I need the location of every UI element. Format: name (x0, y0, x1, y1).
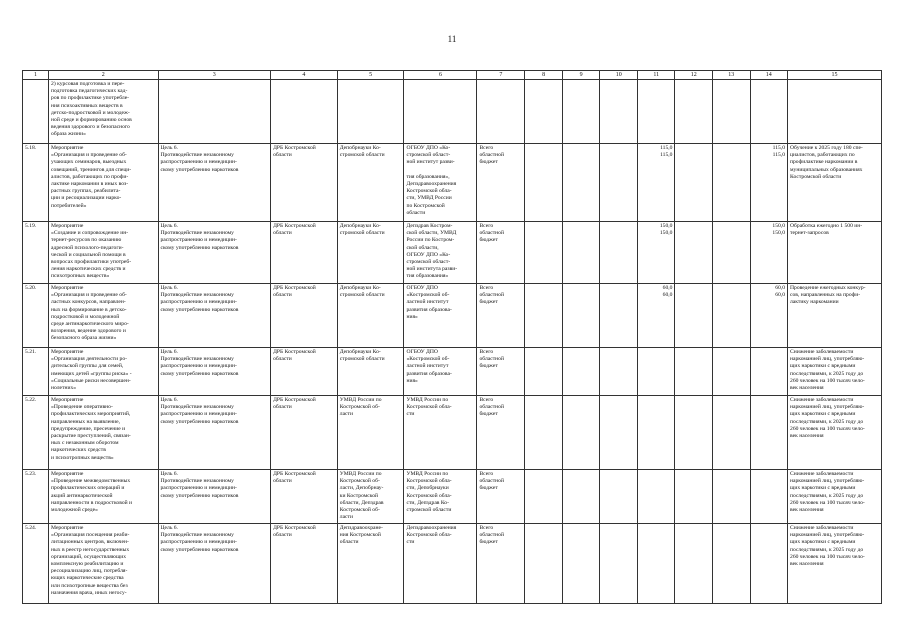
year-cell (562, 144, 600, 222)
year-cell (712, 396, 750, 470)
year-cell (600, 144, 638, 222)
total-amount-cell (750, 470, 788, 524)
row-number-cell: 5.19. (23, 222, 49, 284)
funding-source-cell-line: областной бюджет (479, 478, 504, 492)
year-cell (525, 396, 563, 470)
header-cell: 1 (23, 71, 49, 80)
funding-source-cell-line: областной бюджет (479, 356, 504, 370)
year-cell (675, 524, 713, 604)
year-cell (562, 284, 600, 348)
page-number: 11 (447, 34, 457, 44)
total-amount-cell-line: 115,0 (772, 145, 786, 151)
header-cell: 4 (271, 71, 338, 80)
year-cell (525, 348, 563, 396)
coexecutor-cell: Депобрнауки Ко- стромской области (337, 284, 404, 348)
expected-result-cell (788, 80, 882, 144)
funding-source-cell-line: Всего (479, 525, 494, 531)
executor-cell (271, 80, 338, 144)
goal-cell: Цель 6. Противодействие незаконному распространению и немедицин- скому употреблению наркотиков (158, 284, 271, 348)
executor-cell: ДРБ Костромской области (271, 348, 338, 396)
executor-cell: ДРБ Костромской области (271, 222, 338, 284)
year-cell (675, 348, 713, 396)
amount-cell (637, 284, 675, 348)
year-cell (712, 470, 750, 524)
header-cell: 15 (788, 71, 882, 80)
expected-result-cell: Снижение заболеваемости наркоманией лиц, употребляю- щих наркотики с вредными последствиями, к 2025 году до 260 человек на 100 тысяч чело- век населения (788, 396, 882, 470)
total-amount-cell (750, 524, 788, 604)
table-row (23, 470, 882, 524)
year-cell (675, 470, 713, 524)
funding-source-cell (477, 524, 525, 604)
executor-cell: ДРБ Костромской области (271, 524, 338, 604)
total-amount-cell (750, 222, 788, 284)
header-cell: 5 (337, 71, 404, 80)
header-cell: 8 (525, 71, 563, 80)
year-cell (525, 80, 563, 144)
total-amount-cell (750, 396, 788, 470)
header-row (23, 71, 882, 80)
year-cell (600, 524, 638, 604)
total-amount-cell-line: 115,0 (772, 152, 786, 159)
total-amount-cell (750, 80, 788, 144)
year-cell (525, 470, 563, 524)
amount-cell (637, 470, 675, 524)
executor-cell: ДРБ Костромской области (271, 470, 338, 524)
coexecutor-cell (337, 80, 404, 144)
executor-cell: ДРБ Костромской области (271, 144, 338, 222)
funding-source-cell-line: Всего (479, 471, 494, 477)
row-number-cell: 5.18. (23, 144, 49, 222)
year-cell (600, 348, 638, 396)
coexecutor-cell: УМВД России по Костромской об- ласти, Депобрнау- ки Костромской области, Депздрав Костромской об- ласти (337, 470, 404, 524)
coexecutor-cell: Депобрнауки Ко- стромской области (337, 222, 404, 284)
year-cell (562, 470, 600, 524)
year-cell (600, 396, 638, 470)
amount-cell (637, 396, 675, 470)
table-row (23, 144, 882, 222)
year-cell (525, 524, 563, 604)
row-number-cell: 5.22. (23, 396, 49, 470)
amount-cell-line: 150,0 (659, 230, 673, 237)
funding-source-cell (477, 80, 525, 144)
funding-source-cell-line: областной бюджет (479, 292, 504, 306)
expected-result-cell: Обучение к 2025 году 180 спе- циалистов, работающих по профилактике наркомании в муниципальных образованиях Костромской области (788, 144, 882, 222)
year-cell (562, 222, 600, 284)
measure-name-cell: Мероприятие «Организация деятельности ро- дительской группы для семей, имеющих детей «группы риска» - «Социальные риски несовершен- нолетних» (49, 348, 158, 396)
expected-result-cell: Снижение заболеваемости наркоманией лиц, употребляю- щих наркотики с вредными последствиями, к 2025 году до 260 человек на 100 тысяч чело- век населения (788, 348, 882, 396)
year-cell (562, 524, 600, 604)
header-cell: 2 (49, 71, 158, 80)
year-cell (600, 470, 638, 524)
funding-source-cell (477, 470, 525, 524)
row-number-cell (23, 80, 49, 144)
table-row (23, 348, 882, 396)
goal-cell (158, 80, 271, 144)
recipient-cell: Депздрав Костром- ской области, УМВД России по Костром- ской области, ОГБОУ ДПО «Ко- стромской област- ной института разви- тия образования» (404, 222, 477, 284)
goal-cell: Цель 6. Противодействие незаконному распространению и немедицин- скому употреблению наркотиков (158, 470, 271, 524)
table-row (23, 396, 882, 470)
table-row (23, 222, 882, 284)
coexecutor-cell: Депобрнауки Ко- стромской области (337, 144, 404, 222)
funding-source-cell-line: Всего (479, 349, 494, 355)
amount-cell-line: 115,0 (660, 152, 673, 159)
funding-source-cell-line: Всего (479, 223, 494, 229)
amount-cell-line: 150,0 (659, 223, 673, 229)
header-cell: 3 (158, 71, 271, 80)
funding-source-cell (477, 222, 525, 284)
total-amount-cell (750, 348, 788, 396)
recipient-cell: Депздравоохранения Костромской обла- сти (404, 524, 477, 604)
table-row (23, 80, 882, 144)
recipient-cell: УМВД России по Костромской обла- сти (404, 396, 477, 470)
measure-name-cell: Мероприятие «Организация и проведение об- ластных конкурсов, направлен- ных на формирование в детско- подростковой и молодежной среде антинаркотического миро- воззрения, ведение здорового и безопасного образа жизни» (49, 284, 158, 348)
goal-cell: Цель 6. Противодействие незаконному распространению и немедицин- скому употреблению наркотиков (158, 222, 271, 284)
coexecutor-cell: УМВД России по Костромской об- ласти (337, 396, 404, 470)
row-number-cell: 5.21. (23, 348, 49, 396)
funding-source-cell (477, 396, 525, 470)
measure-name-cell: Мероприятие «Проведение оперативно- профилактических мероприятий, направленных на выявление, предупреждение, пресечение и раскрытие преступлений, связан- ных с незаконным оборотом наркотических средств и психотропных веществ» (49, 396, 158, 470)
executor-cell: ДРБ Костромской области (271, 284, 338, 348)
year-cell (562, 396, 600, 470)
measure-name-cell: 2) курсовая подготовка и пере- подготовка педагогических кад- ров по профилактике употребле- ния психоактивных веществ в детско-подростковой и молодеж- ной среде и формированию основ ведения здорового и безопасного образа жизни» (49, 80, 158, 144)
recipient-cell (404, 80, 477, 144)
year-cell (712, 524, 750, 604)
total-amount-cell (750, 284, 788, 348)
funding-source-cell-line: областной бюджет (479, 230, 504, 244)
year-cell (675, 222, 713, 284)
recipient-cell: ОГБОУ ДПО «Ко- стромской област- ной институт разви- тия образования», Депздравоохранения Костромской обла- сти, УМВД России по Костромской области (404, 144, 477, 222)
recipient-cell: УМВД России по Костромской обла- сти, Депобрнауки Костромской обла- сти, Депздрав Ко- стромской области (404, 470, 477, 524)
year-cell (600, 284, 638, 348)
header-cell: 12 (675, 71, 713, 80)
goal-cell: Цель 6. Противодействие незаконному распространению и немедицин- скому употреблению наркотиков (158, 144, 271, 222)
table-row (23, 524, 882, 604)
executor-cell: ДРБ Костромской области (271, 396, 338, 470)
total-amount-cell-line: 60,0 (775, 285, 786, 291)
year-cell (712, 80, 750, 144)
expected-result-cell: Проведение ежегодных конкур- сов, направленных на профи- лактику наркомании (788, 284, 882, 348)
year-cell (712, 144, 750, 222)
year-cell (675, 284, 713, 348)
funding-source-cell (477, 284, 525, 348)
year-cell (562, 80, 600, 144)
measure-name-cell: Мероприятие «Создание и сопровождение ин- тернет-ресурсов по оказанию адресной психолого-педагоги- ческой и социальной помощи в вопросах профилактики употреб- ления наркотических средств и психотропных веществ» (49, 222, 158, 284)
header-cell: 14 (750, 71, 788, 80)
year-cell (525, 284, 563, 348)
measure-name-cell: Мероприятие «Организация и проведение об- учающих семинаров, выездных совещаний, тренингов для специ- алистов, работающих по профи- лактике наркомании в иных воз- растных группах, реабилита- ции и ресоциализации нарко- потребителей» (49, 144, 158, 222)
amount-cell-line: 60,0 (662, 292, 673, 299)
goal-cell: Цель 6. Противодействие незаконному распространению и немедицин- скому употреблению наркотиков (158, 396, 271, 470)
goal-cell: Цель 6. Противодействие незаконному распространению и немедицин- скому употреблению наркотиков (158, 524, 271, 604)
row-number-cell: 5.24. (23, 524, 49, 604)
recipient-cell: ОГБОУ ДПО «Костромской об- ластной институт развития образова- ния» (404, 348, 477, 396)
amount-cell (637, 348, 675, 396)
expected-result-cell: Снижение заболеваемости наркоманией лиц, употребляю- щих наркотики с вредными последствиями, к 2025 году до 260 человек на 100 тысяч чело- век населения (788, 470, 882, 524)
year-cell (600, 80, 638, 144)
measure-name-cell: Мероприятие «Организация посещения реаби- литационных центров, включен- ных в реестр негосударственных организаций, осуществляющих комплексную реабилитацию и ресоциализацию лиц, потребля- ющих наркотические средства или психотропные вещества без назначения врача, иных негосу- (49, 524, 158, 604)
row-number-cell: 5.23. (23, 470, 49, 524)
expected-result-cell: Снижение заболеваемости наркоманией лиц, употребляю- щих наркотики с вредными последствиями, к 2025 году до 260 человек на 100 тысяч чело- век населения (788, 524, 882, 604)
total-amount-cell-line: 150,0 (772, 223, 786, 229)
goal-cell: Цель 6. Противодействие незаконному распространению и немедицин- скому употреблению наркотиков (158, 348, 271, 396)
header-cell: 11 (637, 71, 675, 80)
funding-source-cell-line: Всего (479, 397, 494, 403)
amount-cell (637, 144, 675, 222)
funding-source-cell (477, 348, 525, 396)
year-cell (712, 348, 750, 396)
year-cell (525, 144, 563, 222)
coexecutor-cell: Депздравоохране- ния Костромской области (337, 524, 404, 604)
total-amount-cell-line: 60,0 (775, 292, 786, 299)
funding-source-cell-line: областной бюджет (479, 152, 504, 166)
total-amount-cell (750, 144, 788, 222)
header-cell: 10 (600, 71, 638, 80)
amount-cell (637, 222, 675, 284)
header-cell: 7 (477, 71, 525, 80)
funding-source-cell-line: областной бюджет (479, 404, 504, 418)
year-cell (675, 80, 713, 144)
header-cell: 6 (404, 71, 477, 80)
year-cell (675, 144, 713, 222)
year-cell (712, 222, 750, 284)
amount-cell-line: 115,0 (660, 145, 673, 151)
measure-name-cell: Мероприятие «Проведение межведомственных профилактических операций и акций антинаркотической направленности в подростковой и молодежной среде» (49, 470, 158, 524)
row-number-cell: 5.20. (23, 284, 49, 348)
funding-source-cell (477, 144, 525, 222)
funding-source-cell-line: Всего (479, 145, 494, 151)
year-cell (562, 348, 600, 396)
header-cell: 13 (712, 71, 750, 80)
table-row (23, 284, 882, 348)
year-cell (525, 222, 563, 284)
funding-source-cell-line: Всего (479, 285, 494, 291)
amount-cell (637, 524, 675, 604)
total-amount-cell-line: 150,0 (772, 230, 786, 237)
coexecutor-cell: Депобрнауки Ко- стромской области (337, 348, 404, 396)
program-measures-table (22, 70, 882, 604)
recipient-cell: ОГБОУ ДПО «Костромской об- ластной институт развития образова- ния» (404, 284, 477, 348)
header-cell: 9 (562, 71, 600, 80)
year-cell (600, 222, 638, 284)
year-cell (675, 396, 713, 470)
amount-cell-line: 60,0 (662, 285, 673, 291)
amount-cell (637, 80, 675, 144)
expected-result-cell: Обработка ежегодно 1 500 ин- тернет-запросов (788, 222, 882, 284)
funding-source-cell-line: областной бюджет (479, 532, 504, 546)
year-cell (712, 284, 750, 348)
